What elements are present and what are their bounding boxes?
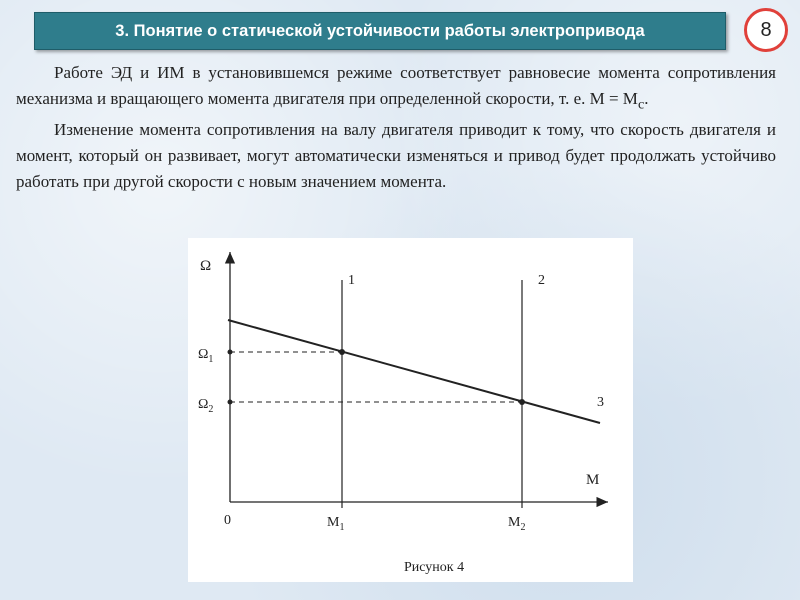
- line-3-label: 3: [597, 395, 604, 410]
- characteristic-line-3: [228, 320, 600, 423]
- m1-label: $M_1$: [327, 515, 345, 533]
- omega2-tick-point: [228, 400, 233, 405]
- body-text: [16, 60, 776, 195]
- figure-caption: Рисунок 4: [404, 560, 465, 575]
- page-number-badge: [744, 8, 788, 52]
- omega1-label: $\Omega_1$: [198, 347, 214, 365]
- slide-title-bar: [34, 12, 726, 50]
- paragraph-1-text: Работе ЭД и ИМ в установившемся режиме соответствует равновесие момента сопротивления механизма и вращающего момента двигателя при определенной скорости, т. е. М = М: [16, 63, 776, 108]
- intersection-point-1: [339, 349, 345, 355]
- figure-diagram: [188, 238, 633, 582]
- slide-title: 3. Понятие о статической устойчивости работы электропривода: [115, 21, 645, 40]
- line-2-label: 2: [538, 273, 545, 288]
- origin-label: 0: [224, 513, 231, 528]
- y-axis-label: Ω: [200, 258, 212, 274]
- intersection-point-2: [519, 399, 525, 405]
- line-1-label: 1: [348, 273, 355, 288]
- page-number: 8: [760, 18, 772, 41]
- x-axis-label: M: [586, 472, 600, 488]
- paragraph-1-end: .: [644, 89, 649, 108]
- paragraph-1: [16, 60, 776, 117]
- omega1-tick-point: [228, 350, 233, 355]
- paragraph-1-subscript: с: [637, 96, 645, 113]
- figure-4: [188, 238, 633, 582]
- m2-label: $M_2$: [508, 515, 526, 533]
- paragraph-2: Изменение момента сопротивления на валу двигателя приводит к тому, что скорость двигателя и момент, который он развивает, могут автоматически изменяться и привод будет продолжать устойчиво работать при другой скорости с новым значением момента.: [16, 120, 776, 192]
- omega2-label: $\Omega_2$: [198, 397, 214, 415]
